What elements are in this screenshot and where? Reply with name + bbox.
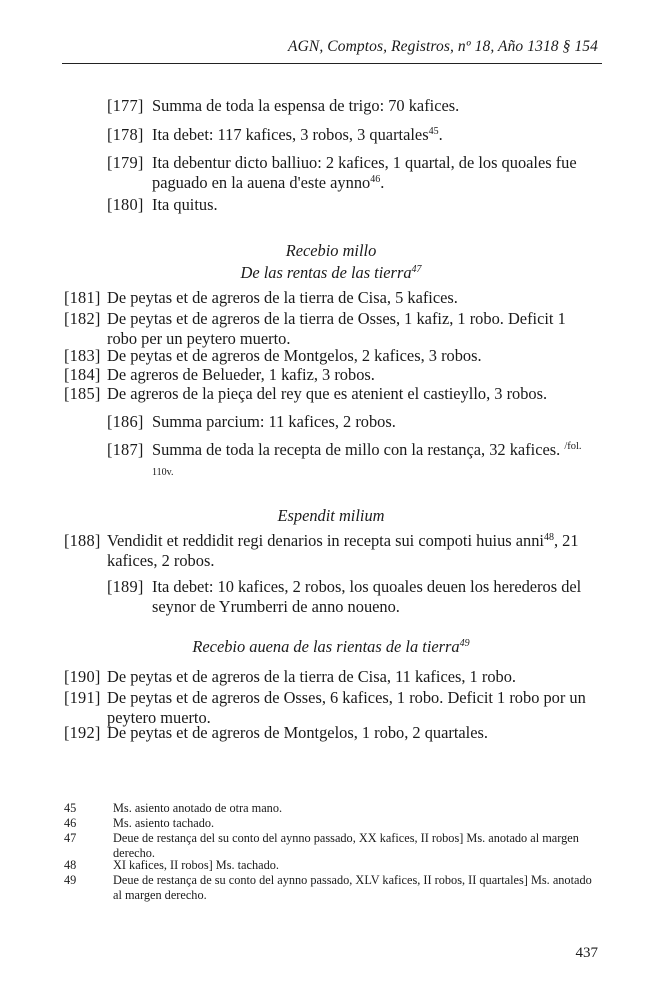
entry-number: [192]: [64, 723, 101, 742]
entry-text: De peytas et de agreros de Montgelos, 1 robo, 2 quartales.: [107, 723, 488, 742]
entry-text: De agreros de Belueder, 1 kafiz, 3 robos.: [107, 365, 375, 384]
entry-179: [107, 153, 597, 193]
entry-text: De peytas et de agreros de la tierra de Cisa, 5 kafices.: [107, 288, 458, 307]
footnote-number: 47: [64, 831, 77, 845]
entry-186: [107, 412, 597, 432]
footnote-text: XI kafices, II robos] Ms. tachado.: [113, 858, 279, 872]
entry-191: [64, 688, 598, 728]
entry-number: [189]: [107, 577, 144, 596]
footnote-number: 48: [64, 858, 77, 872]
entry-number: [181]: [64, 288, 101, 307]
entry-188: [64, 531, 598, 571]
footnote-ref: 45: [428, 126, 439, 137]
entry-185: [64, 384, 598, 404]
footnote-text: Ms. asiento anotado de otra mano.: [113, 801, 283, 815]
footnote-text: Ms. asiento tachado.: [113, 816, 215, 830]
entry-number: [187]: [107, 440, 144, 459]
entry-190: [64, 667, 598, 687]
page-number: 437: [575, 945, 598, 961]
entry-180: [107, 195, 597, 215]
entry-text: Vendidit et reddidit regi denarios in recepta sui compoti huius anni$^{48}$, 21 kafices, 2 robos.: [107, 531, 579, 570]
footnote-ref: 48: [543, 532, 554, 543]
entry-number: [185]: [64, 384, 101, 403]
entry-number: [178]: [107, 125, 144, 144]
entry-text: De peytas et de agreros de la tierra de Cisa, 11 kafices, 1 robo.: [107, 667, 516, 686]
entry-text: Ita debentur dicto balliuo: 2 kafices, 1 quartal, de los quoales fue paguado en la auena d'este aynno$^{46}$.: [152, 153, 577, 192]
footnote-46: [64, 816, 598, 831]
entry-189: [107, 577, 597, 617]
entry-text: Ita debet: 10 kafices, 2 robos, los quoales deuen los herederos del seynor de Yrumberri de anno noueno.: [152, 577, 582, 616]
header-rule: [62, 63, 602, 64]
entry-text: De peytas et de agreros de Osses, 6 kafices, 1 robo. Deficit 1 robo por un peytero muerto.: [107, 688, 586, 727]
entry-187: [107, 440, 597, 483]
footnote-49: [64, 873, 598, 903]
footnote-48: [64, 858, 598, 873]
entry-178: [107, 125, 597, 145]
footnote-number: 46: [64, 816, 77, 830]
entry-177: [107, 96, 597, 116]
entry-184: [64, 365, 598, 385]
folio-marker: /fol.: [564, 441, 582, 452]
entry-number: [179]: [107, 153, 144, 172]
entry-number: [180]: [107, 195, 144, 214]
entry-text: Summa de toda la espensa de trigo: 70 kafices.: [152, 96, 460, 115]
entry-number: [190]: [64, 667, 101, 686]
footnote-ref: 46: [370, 174, 381, 185]
entry-text: De agreros de la pieça del rey que es atenient el castieyllo, 3 robos.: [107, 384, 548, 403]
entry-number: [186]: [107, 412, 144, 431]
entry-text: Ita quitus.: [152, 195, 218, 214]
section-heading: Recebio millo: [285, 241, 377, 260]
section-heading: Recebio auena de las rientas de la tierra$^{49}$: [192, 637, 470, 656]
entry-number: [183]: [64, 346, 101, 365]
entry-183: [64, 346, 598, 366]
footnote-number: 45: [64, 801, 77, 815]
entry-181: [64, 288, 598, 308]
footnote-45: [64, 801, 598, 816]
entry-182: [64, 309, 598, 349]
section-heading: Espendit milium: [277, 506, 385, 525]
footnote-text: Deue de restança de su conto del aynno passado, XLV kafices, II robos, II quartales] Ms. anotado al margen derecho.: [113, 873, 592, 902]
entry-text: De peytas et de agreros de la tierra de Osses, 1 kafiz, 1 robo. Deficit 1 robo per un peytero muerto.: [107, 309, 566, 348]
entry-number: [182]: [64, 309, 101, 328]
section-subheading: De las rentas de las tierra$^{47}$: [240, 263, 422, 282]
footnote-text: Deue de restança del su conto del aynno passado, XX kafices, II robos] Ms. anotado al margen derecho.: [113, 831, 579, 860]
entry-text: Summa de toda la recepta de millo con la restança, 32 kafices. $^{/fol.}$ 110v.: [152, 440, 582, 478]
footnote-number: 49: [64, 873, 77, 887]
entry-text: Summa parcium: 11 kafices, 2 robos.: [152, 412, 396, 431]
entry-number: [177]: [107, 96, 144, 115]
footnote-ref: 47: [411, 264, 422, 275]
entry-number: [188]: [64, 531, 101, 550]
folio-marker-cont: 110v.: [152, 467, 174, 478]
entry-number: [191]: [64, 688, 101, 707]
entry-text: De peytas et de agreros de Montgelos, 2 kafices, 3 robos.: [107, 346, 482, 365]
entry-number: [184]: [64, 365, 101, 384]
entry-192: [64, 723, 598, 743]
footnote-ref: 49: [459, 638, 470, 649]
running-head: AGN, Comptos, Registros, nº 18, Año 1318 § 154: [288, 38, 598, 55]
footnote-47: [64, 831, 598, 861]
entry-text: Ita debet: 117 kafices, 3 robos, 3 quartales$^{45}$.: [152, 125, 443, 144]
